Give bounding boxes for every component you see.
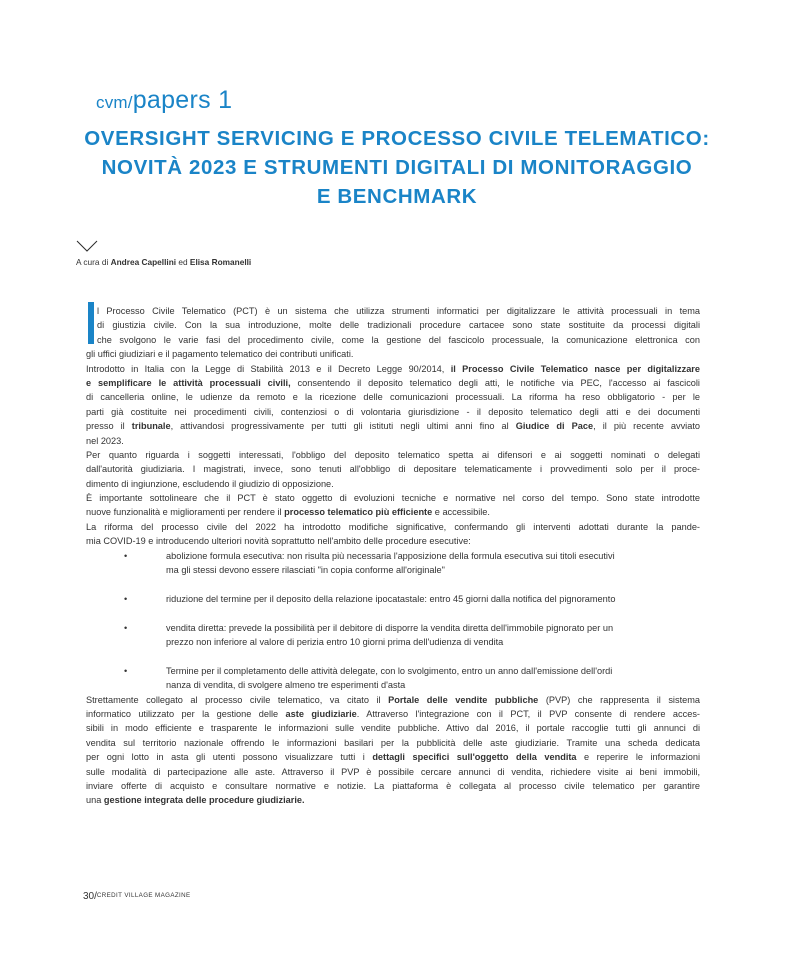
- text-run: gli uffici giudiziari e il pagamento telematico dei contributi unificati.: [86, 349, 354, 360]
- bullet-continuation: [86, 635, 700, 649]
- magazine-name: CREDIT VILLAGE MAGAZINE: [96, 892, 191, 899]
- text-line: [86, 793, 700, 807]
- text-run: parti già costituite nei procedimenti civili, contenziosi o di volontaria giurisdizione - il deposito telematico degli atti e dei documenti: [86, 406, 700, 417]
- bullet-icon: •: [124, 550, 128, 561]
- text-line: [86, 491, 700, 505]
- text-run: presso il: [86, 421, 132, 432]
- text-run: nanza di vendita, di svolgere almeno tre esperimenti d'asta: [166, 680, 406, 691]
- text-line: [86, 505, 700, 519]
- bullet-item: [86, 664, 700, 678]
- bullet-icon: •: [124, 622, 128, 633]
- paragraph-gap: [86, 649, 700, 663]
- bullet-item: [86, 621, 700, 635]
- article-body: [86, 304, 700, 808]
- text-line: [86, 534, 700, 548]
- bold-text: Portale delle vendite pubbliche: [388, 694, 539, 705]
- text-run: che svolgono le varie fasi del procedimento civile, come la gestione del fascicolo processuale, la comunicazione elettronica con: [97, 334, 700, 345]
- bullet-item: [86, 549, 700, 563]
- text-run: nuove funzionalità e miglioramenti per rendere il: [86, 507, 285, 518]
- text-line: [86, 362, 700, 376]
- text-run: mia COVID-19 e introducendo ulteriori novità soprattutto nell'ambito delle procedure esecutive:: [86, 536, 471, 547]
- text-run: consentendo il deposito telematico degli atti, le notifiche via PEC, l'accesso ai fascicoli: [290, 377, 700, 388]
- bold-text: e semplificare le attività processuali civili,: [86, 377, 291, 388]
- bold-text: dettagli specifici sull'oggetto della vendita: [372, 752, 577, 763]
- text-line: [86, 318, 700, 332]
- text-run: sibili in modo efficiente e trasparente le informazioni sulle vendite pubbliche. Attivo dal 2016, il portale raccoglie tutti gli annunci di: [86, 723, 700, 734]
- text-line: [86, 693, 700, 707]
- bullet-text: [166, 621, 700, 635]
- text-run: prezzo non inferiore al valore di perizia entro 10 giorni prima dell'udienza di vendita: [166, 636, 504, 647]
- text-run: vendita diretta: prevede la possibilità per il debitore di disporre la vendita diretta dell'immobile pignorato per un: [166, 622, 614, 633]
- page-footer: [83, 886, 191, 904]
- text-line: [86, 707, 700, 721]
- text-run: riduzione del termine per il deposito della relazione ipocatastale: entro 45 giorni dalla notifica del pignoramento: [166, 593, 616, 604]
- text-run: informatico utilizzato per la gestione delle: [86, 708, 286, 719]
- text-line: [86, 347, 700, 361]
- article-title: [60, 124, 734, 211]
- text-line: [86, 405, 700, 419]
- bullet-continuation: [86, 563, 700, 577]
- series-label: [96, 86, 232, 115]
- text-run: nel 2023.: [86, 435, 124, 446]
- text-line: [86, 304, 700, 318]
- bullet-continuation: [86, 678, 700, 692]
- author-name: Andrea Capellini: [110, 257, 177, 267]
- text-run: e reperire le informazioni: [576, 752, 701, 763]
- text-line: [86, 376, 700, 390]
- bullet-text: [166, 563, 700, 577]
- text-line: [86, 419, 700, 433]
- bullet-icon: •: [124, 593, 128, 604]
- text-line: [86, 750, 700, 764]
- text-line: [86, 736, 700, 750]
- text-run: l Processo Civile Telematico (PCT) è un sistema che utilizza strumenti informatici per digitalizzare le attività processuali in tema: [97, 306, 700, 316]
- bold-text: aste giudiziarie: [285, 708, 357, 719]
- text-run: vendita sul territorio nazionale offrendo le informazioni basilari per la pubblicità delle aste giudiziarie. Tramite una scheda dedicata: [86, 737, 700, 748]
- series-prefix: cvm/: [96, 93, 133, 112]
- text-run: , attivandosi progressivamente per tutti gli istituti negli ultimi anni fino al: [170, 421, 516, 432]
- text-line: [86, 448, 700, 462]
- text-line: [86, 765, 700, 779]
- paragraph-gap: [86, 606, 700, 620]
- bullet-text: [166, 549, 700, 563]
- byline-lead: A cura di: [76, 257, 111, 267]
- bold-text: tribunale: [131, 421, 171, 432]
- bold-text: Giudice di Pace: [515, 421, 594, 432]
- text-line: [86, 520, 700, 534]
- bullet-item: [86, 592, 700, 606]
- bullet-icon: •: [124, 665, 128, 676]
- text-run: ma gli stessi devono essere rilasciati "in copia conforme all'originale": [166, 565, 445, 576]
- text-run: inviare offerte di acquisto e consultare normative e notizie. La piattaforma è collegata al processo civile telematico per garantire: [86, 780, 700, 791]
- text-run: di giustizia civile. Con la sua introduzione, molte delle tradizionali procedure cartacee sono state sostituite da processi digitali: [97, 320, 700, 331]
- text-run: Per quanto riguarda i soggetti interessati, l'obbligo del deposito telematico spetta ai difensori e ai soggetti nominati o delegati: [86, 449, 700, 460]
- bullet-text: [166, 635, 700, 649]
- text-run: (PVP) che rappresenta il sistema: [538, 694, 700, 705]
- text-run: Termine per il completamento delle attività delegate, con lo svolgimento, entro un anno dall'emissione dell'ordi: [166, 665, 613, 676]
- bullet-text: [166, 664, 700, 678]
- text-run: e accessibile.: [432, 507, 490, 518]
- text-line: [86, 721, 700, 735]
- text-run: Strettamente collegato al processo civile telematico, va citato il: [86, 694, 389, 705]
- text-run: sulle modalità di partecipazione alle aste. Attraverso il PVP è possibile cercare annunci di vendita, richiedere visite ai beni immobili,: [86, 766, 700, 777]
- title-line: OVERSIGHT SERVICING E PROCESSO CIVILE TELEMATICO:: [84, 127, 710, 150]
- text-run: , il più recente avviato: [593, 421, 700, 432]
- bullet-text: [166, 678, 700, 692]
- author-name: Elisa Romanelli: [189, 257, 252, 267]
- title-line: NOVITÀ 2023 E STRUMENTI DIGITALI DI MONITORAGGIO: [101, 156, 693, 179]
- series-name: papers 1: [132, 86, 233, 114]
- chevron-down-icon: [76, 240, 98, 254]
- bold-text: processo telematico più efficiente: [284, 507, 433, 518]
- text-run: È importante sottolineare che il PCT è stato oggetto di evoluzioni tecniche e normative nel corso del tempo. Sono state introdotte: [86, 493, 700, 504]
- bold-text: il Processo Civile Telematico nasce per digitalizzare: [450, 363, 700, 374]
- text-run: per ogni lotto in asta gli utenti possono visualizzare tutti i: [86, 752, 373, 763]
- text-run: di cancelleria online, le udienze da remoto e la ricezione delle comunicazioni processuali. La riforma ha reso obbligatorio - per le: [86, 392, 700, 403]
- text-line: [86, 390, 700, 404]
- title-line: E BENCHMARK: [316, 185, 478, 208]
- text-run: dimento di ingiunzione, escludendo il giudizio di opposizione.: [86, 478, 334, 489]
- text-run: La riforma del processo civile del 2022 ha introdotto modifiche significative, confermando gli interventi adottati durante la pande-: [86, 521, 700, 532]
- text-line: [86, 779, 700, 793]
- text-run: abolizione formula esecutiva: non risulta più necessaria l'apposizione della formula esecutiva sui titoli esecutivi: [166, 550, 615, 561]
- text-line: [86, 434, 700, 448]
- page-number: 30/: [83, 891, 97, 902]
- paragraph-gap: [86, 577, 700, 591]
- text-line: [86, 462, 700, 476]
- text-run: una: [86, 795, 104, 806]
- text-line: [86, 333, 700, 347]
- text-run: . Attraverso l'integrazione con il PCT, il PVP consente di rendere acces-: [356, 708, 700, 719]
- text-line: [86, 477, 700, 491]
- byline: [76, 257, 251, 267]
- text-run: dall'autorità giudiziaria. I magistrati, invece, sono tenuti all'obbligo di depositare telematicamente i provvedimenti solo per il proce-: [86, 464, 700, 475]
- text-run: Introdotto in Italia con la Legge di Stabilità 2013 e il Decreto Legge 90/2014,: [86, 363, 451, 374]
- bullet-text: [166, 592, 700, 606]
- byline-conjunction: ed: [176, 257, 190, 267]
- bold-text: gestione integrata delle procedure giudiziarie.: [103, 795, 305, 806]
